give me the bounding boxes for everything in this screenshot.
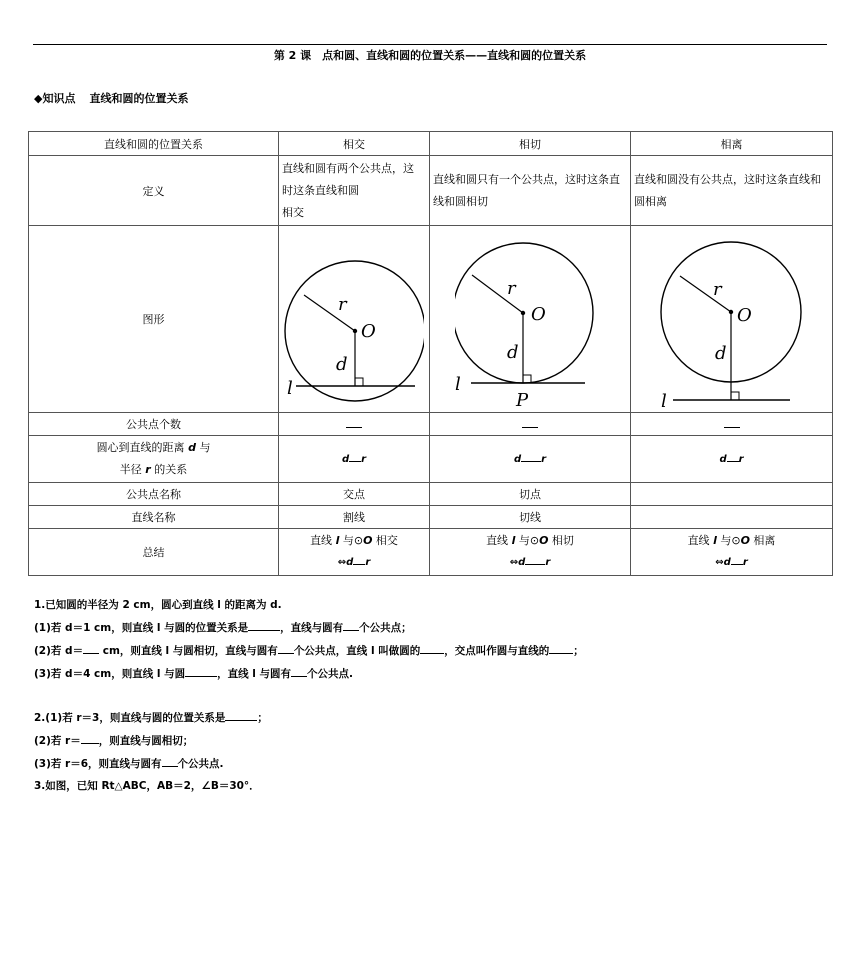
exercise-text: 个公共点. <box>177 758 224 770</box>
var-r: r <box>361 453 367 465</box>
figure-intersect <box>279 226 430 413</box>
exercise-text: (1)若 d＝1 cm，则直线 l 与圆的位置关系是 <box>34 622 249 634</box>
iff-symbol: ⇔ <box>337 557 347 568</box>
radius-label: r <box>507 278 516 299</box>
table-row <box>29 529 833 576</box>
answer-blank <box>727 461 739 462</box>
summary-line <box>282 552 426 574</box>
line-label: l <box>455 374 461 395</box>
var-r: r <box>365 557 371 568</box>
summary-text: 直线 <box>486 534 509 547</box>
relation-intersect <box>279 436 430 483</box>
exercise-text: (3)若 d＝4 cm，则直线 l 与圆 <box>34 668 186 680</box>
summary-line <box>634 530 829 552</box>
answer-blank[interactable] <box>248 630 280 631</box>
exercise-1-part-2 <box>34 643 584 658</box>
var-l: l <box>335 534 340 547</box>
exercise-text: ； <box>573 645 584 657</box>
exercise-text: ，直线与圆有 <box>280 622 344 634</box>
relationship-table <box>28 131 833 576</box>
exercise-text: (2)若 d＝ <box>34 645 84 657</box>
distance-label: d <box>714 343 727 364</box>
figure-tangent <box>430 226 631 413</box>
var-r: r <box>738 453 744 465</box>
relation-tangent <box>430 436 631 483</box>
row-label-point-name: 公共点名称 <box>29 483 279 506</box>
definition-intersect <box>279 156 430 226</box>
exercise-text: 个公共点. <box>307 668 354 680</box>
circle-intersect-diagram <box>284 232 424 407</box>
answer-blank[interactable] <box>420 653 444 654</box>
var-l: l <box>511 534 516 547</box>
summary-text: 相离 <box>753 534 776 547</box>
page-title: 第 2 课 点和圆、直线和圆的位置关系——直线和圆的位置关系 <box>273 49 587 62</box>
count-blank-tangent <box>430 413 631 436</box>
center-label: O <box>736 305 752 326</box>
exercise-2-part-2 <box>34 733 193 748</box>
answer-blank <box>346 427 362 428</box>
summary-text: 与⊙ <box>518 534 540 547</box>
definition-tangent: 直线和圆只有一个公共点，这时这条直线和圆相切 <box>430 156 631 226</box>
line-name-tangent: 切线 <box>430 506 631 529</box>
relation-separate <box>631 436 833 483</box>
exercise-text: 个公共点； <box>359 622 412 634</box>
summary-separate <box>631 529 833 576</box>
definition-line: 直线和圆有两个公共点，这 <box>282 161 414 175</box>
line-name-intersect: 割线 <box>279 506 430 529</box>
summary-text: 与⊙ <box>342 534 364 547</box>
label-text: 半径 <box>119 463 142 476</box>
table-header-tangent: 相切 <box>430 132 631 156</box>
table-header-relation: 直线和圆的位置关系 <box>29 132 279 156</box>
count-blank-intersect <box>279 413 430 436</box>
var-d: d <box>719 453 727 465</box>
summary-tangent <box>430 529 631 576</box>
answer-blank[interactable] <box>291 676 307 677</box>
table-header-separate: 相离 <box>631 132 833 156</box>
var-d: d <box>518 557 526 568</box>
count-blank-separate <box>631 413 833 436</box>
exercise-text: ； <box>257 712 268 724</box>
row-label-figure: 图形 <box>29 226 279 413</box>
distance-label: d <box>507 342 519 363</box>
summary-text: 相切 <box>551 534 574 547</box>
line-label: l <box>287 377 293 399</box>
exercise-text: (2)若 r＝ <box>34 735 81 747</box>
figure-separate <box>631 226 833 413</box>
var-d: d <box>341 453 350 465</box>
exercise-text: 个公共点，直线 l 叫做圆的 <box>293 645 421 657</box>
answer-blank[interactable] <box>162 766 178 767</box>
answer-blank <box>353 564 365 565</box>
var-r: r <box>742 557 748 568</box>
var-O: O <box>539 534 549 547</box>
table-row <box>29 483 833 506</box>
answer-blank <box>522 427 538 428</box>
var-O: O <box>740 534 750 547</box>
exercise-text: 2.(1)若 r＝3，则直线与圆的位置关系是 <box>34 712 226 724</box>
summary-line <box>433 530 627 552</box>
distance-label-line <box>32 437 275 459</box>
knowledge-point-heading <box>34 90 188 106</box>
label-text: 的关系 <box>154 463 188 476</box>
exercise-text: ，直线 l 与圆有 <box>217 668 292 680</box>
exercise-1-part-3 <box>34 666 353 681</box>
knowledge-point-title: 直线和圆的位置关系 <box>89 92 189 105</box>
exercise-1-stem: 1.已知圆的半径为 2 cm，圆心到直线 l 的距离为 d. <box>34 599 282 611</box>
answer-blank[interactable] <box>81 743 99 744</box>
iff-symbol: ⇔ <box>509 557 519 568</box>
var-l: l <box>713 534 717 547</box>
summary-intersect <box>279 529 430 576</box>
table-row <box>29 413 833 436</box>
center-label: O <box>361 320 376 342</box>
row-label-definition: 定义 <box>29 156 279 226</box>
label-var: d <box>188 441 196 454</box>
exercise-1-part-1 <box>34 620 412 635</box>
exercise-3-stem: 3.如图，已知 Rt△ABC，AB＝2，∠B＝30°． <box>34 780 260 792</box>
answer-blank <box>731 564 743 565</box>
center-label: O <box>531 304 546 325</box>
circle-separate-diagram <box>657 229 807 409</box>
label-text: 圆心到直线的距离 <box>96 441 185 454</box>
header-rule <box>33 44 827 45</box>
point-name-intersect: 交点 <box>279 483 430 506</box>
tangent-point-label: P <box>516 390 529 410</box>
exercise-text: ，则直线与圆相切； <box>98 735 194 747</box>
summary-text: 直线 <box>687 534 710 547</box>
label-text: 与 <box>199 441 211 454</box>
summary-text: 直线 <box>310 534 333 547</box>
table-row <box>29 132 833 156</box>
radius-label: r <box>338 293 347 315</box>
summary-line <box>282 530 426 552</box>
answer-blank <box>525 564 545 565</box>
label-var: r <box>145 463 151 476</box>
exercise-text: cm，则直线 l 与圆相切，直线与圆有 <box>99 645 278 657</box>
line-name-separate <box>631 506 833 529</box>
answer-blank[interactable] <box>83 653 99 654</box>
var-d: d <box>723 557 731 568</box>
point-name-separate <box>631 483 833 506</box>
answer-blank <box>724 427 740 428</box>
answer-blank[interactable] <box>185 676 217 677</box>
row-label-summary: 总结 <box>29 529 279 576</box>
answer-blank <box>349 461 361 462</box>
var-O: O <box>363 534 373 547</box>
answer-blank[interactable] <box>225 720 257 721</box>
table-header-intersect: 相交 <box>279 132 430 156</box>
point-name-tangent: 切点 <box>430 483 631 506</box>
exercise-2-part-1 <box>34 710 268 725</box>
row-label-distance <box>29 436 279 483</box>
answer-blank[interactable] <box>278 653 294 654</box>
exercise-text: ，交点叫作圆与直线的 <box>444 645 550 657</box>
table-row <box>29 226 833 413</box>
var-r: r <box>541 453 547 465</box>
table-row <box>29 436 833 483</box>
definition-line: 时这条直线和圆 <box>282 183 359 197</box>
table-row <box>29 156 833 226</box>
distance-label: d <box>336 353 348 375</box>
distance-label-line <box>32 459 275 481</box>
definition-separate: 直线和圆没有公共点，这时这条直线和圆相离 <box>631 156 833 226</box>
exercise-text: (3)若 r＝6，则直线与圆有 <box>34 758 162 770</box>
summary-text: 与⊙ <box>720 534 741 547</box>
var-r: r <box>545 557 551 568</box>
definition-line: 相交 <box>282 205 304 219</box>
summary-text: 相交 <box>375 534 398 547</box>
table-row <box>29 506 833 529</box>
line-label: l <box>660 391 667 409</box>
summary-line <box>634 552 829 574</box>
row-label-common-point-count: 公共点个数 <box>29 413 279 436</box>
knowledge-point-label: ◆知识点 <box>34 92 76 105</box>
var-d: d <box>513 453 522 465</box>
answer-blank[interactable] <box>549 653 573 654</box>
summary-line <box>433 552 627 574</box>
iff-symbol: ⇔ <box>715 557 724 568</box>
exercise-2-part-3 <box>34 756 224 771</box>
answer-blank[interactable] <box>343 630 359 631</box>
circle-tangent-diagram <box>455 228 605 410</box>
row-label-line-name: 直线名称 <box>29 506 279 529</box>
var-d: d <box>346 557 354 568</box>
answer-blank <box>521 461 541 462</box>
radius-label: r <box>712 279 722 300</box>
